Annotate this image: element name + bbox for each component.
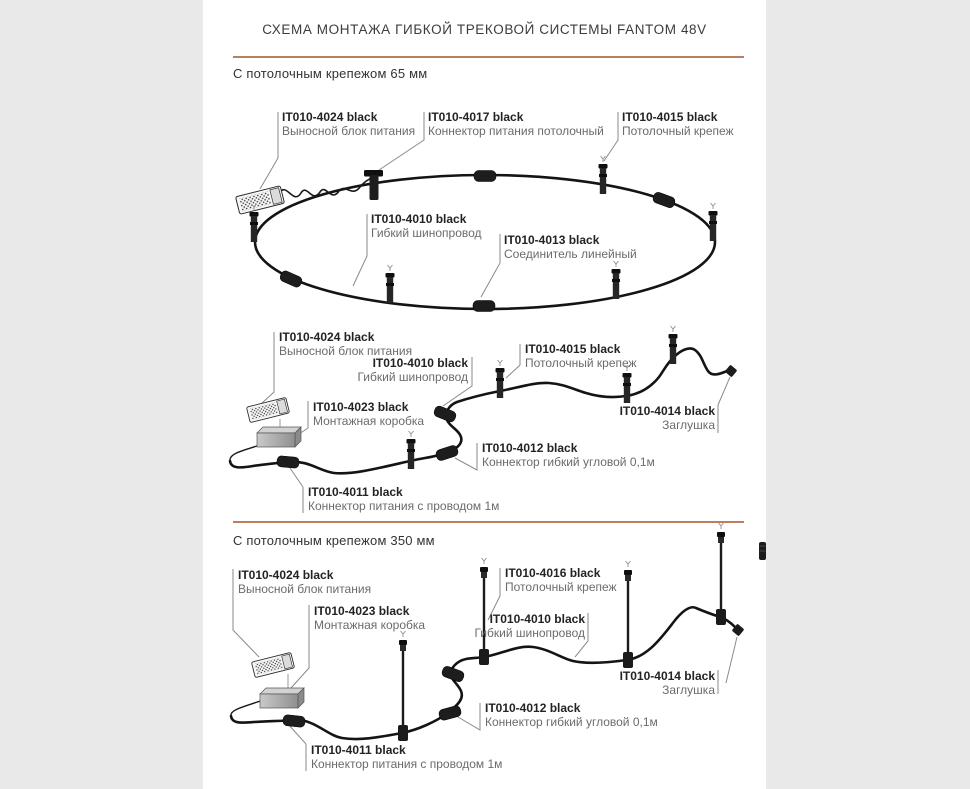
ceiling-mount-65 [612, 261, 621, 299]
part-label-4014 [620, 404, 715, 432]
page-title: СХЕМА МОНТАЖА ГИБКОЙ ТРЕКОВОЙ СИСТЕМЫ FANTOM 48V [262, 22, 707, 37]
power-connector-1m [277, 456, 300, 469]
ceiling-mount-65 [623, 365, 632, 403]
ceiling-mount-65 [496, 360, 505, 398]
section-heading-350mm: С потолочным крепежом 350 мм [233, 533, 435, 548]
part-label-4024 [279, 330, 412, 358]
part-code: IT010-4024 black [279, 330, 375, 344]
part-code: IT010-4010 black [489, 612, 585, 626]
ceiling-mount-65 [407, 431, 416, 469]
part-code: IT010-4017 black [428, 110, 524, 124]
part-name: Заглушка [662, 418, 715, 432]
part-name: Соединитель линейный [504, 247, 637, 261]
part-name: Коннектор питания потолочный [428, 124, 604, 138]
power-wire [231, 700, 263, 715]
part-label-4017 [428, 110, 604, 138]
part-name: Заглушка [662, 683, 715, 697]
part-label-4015 [525, 342, 637, 370]
part-name: Выносной блок питания [279, 344, 413, 358]
part-label-4011 [311, 743, 502, 771]
part-code: IT010-4011 black [311, 743, 406, 757]
part-label-4013 [504, 233, 637, 261]
part-label-4012 [485, 701, 658, 729]
linear-connector [279, 270, 304, 289]
part-name: Гибкий шинопровод [357, 370, 468, 384]
part-code: IT010-4014 black [619, 404, 715, 418]
part-name: Коннектор гибкий угловой 0,1м [482, 455, 655, 469]
part-label-4023 [313, 400, 424, 428]
part-name: Выносной блок питания [238, 582, 372, 596]
part-name: Гибкий шинопровод [371, 226, 482, 240]
part-label-4016 [505, 566, 617, 594]
ceiling-mount-65 [669, 326, 678, 364]
ceiling-mount-65 [599, 156, 608, 194]
part-name: Коннектор питания с проводом 1м [311, 757, 503, 771]
mounting-box [260, 688, 304, 708]
part-name: Потолочный крепеж [622, 124, 734, 138]
part-label-4010 [371, 212, 482, 240]
section-heading-65mm: С потолочным крепежом 65 мм [233, 66, 428, 81]
ceiling-mount-65 [709, 203, 718, 241]
part-code: IT010-4012 black [482, 441, 578, 455]
ceiling-mount-350 [716, 523, 726, 625]
linear-connector [473, 301, 495, 312]
diagram-line-350mm [231, 523, 766, 771]
part-code: IT010-4013 black [504, 233, 600, 247]
ceiling-mount-65 [386, 265, 395, 303]
part-code: IT010-4011 black [308, 485, 403, 499]
part-label-4010 [474, 612, 585, 640]
part-code: IT010-4015 black [622, 110, 718, 124]
ceiling-mount-350 [623, 561, 633, 668]
part-code: IT010-4012 black [485, 701, 581, 715]
part-code: IT010-4010 black [372, 356, 468, 370]
power-supply-unit [236, 186, 285, 215]
leader-lines [260, 112, 618, 297]
part-code: IT010-4014 black [619, 669, 715, 683]
part-name: Коннектор питания с проводом 1м [308, 499, 500, 513]
mounting-box [257, 427, 301, 447]
part-code: IT010-4023 black [314, 604, 410, 618]
part-label-4014 [620, 669, 715, 697]
part-label-4023 [314, 604, 425, 632]
part-label-4010 [357, 356, 468, 384]
corner-connector [438, 705, 462, 721]
corner-connector [433, 405, 458, 423]
part-code: IT010-4023 black [313, 400, 409, 414]
part-name: Потолочный крепеж [525, 356, 637, 370]
part-label-4011 [308, 485, 499, 513]
part-name: Выносной блок питания [282, 124, 416, 138]
suspension-rod-detail [759, 542, 766, 560]
paper-sheet [203, 0, 766, 789]
part-name: Монтажная коробка [314, 618, 426, 632]
part-code: IT010-4016 black [505, 566, 601, 580]
part-label-4012 [482, 441, 655, 469]
part-name: Гибкий шинопровод [474, 626, 585, 640]
power-connector-1m [282, 714, 305, 727]
part-code: IT010-4024 black [238, 568, 334, 582]
part-code: IT010-4024 black [282, 110, 378, 124]
part-name: Коннектор гибкий угловой 0,1м [485, 715, 658, 729]
power-wire [230, 445, 260, 460]
part-code: IT010-4015 black [525, 342, 621, 356]
end-cap [725, 365, 738, 378]
linear-connector [652, 191, 676, 209]
part-label-4024 [282, 110, 415, 138]
part-name: Монтажная коробка [313, 414, 425, 428]
part-code: IT010-4010 black [371, 212, 467, 226]
linear-connector [474, 171, 496, 182]
part-name: Потолочный крепеж [505, 580, 617, 594]
corner-connector [435, 444, 459, 461]
power-supply-unit [246, 397, 289, 422]
part-label-4015 [622, 110, 734, 138]
part-label-4024 [238, 568, 371, 596]
ceiling-mount-350 [398, 631, 408, 741]
